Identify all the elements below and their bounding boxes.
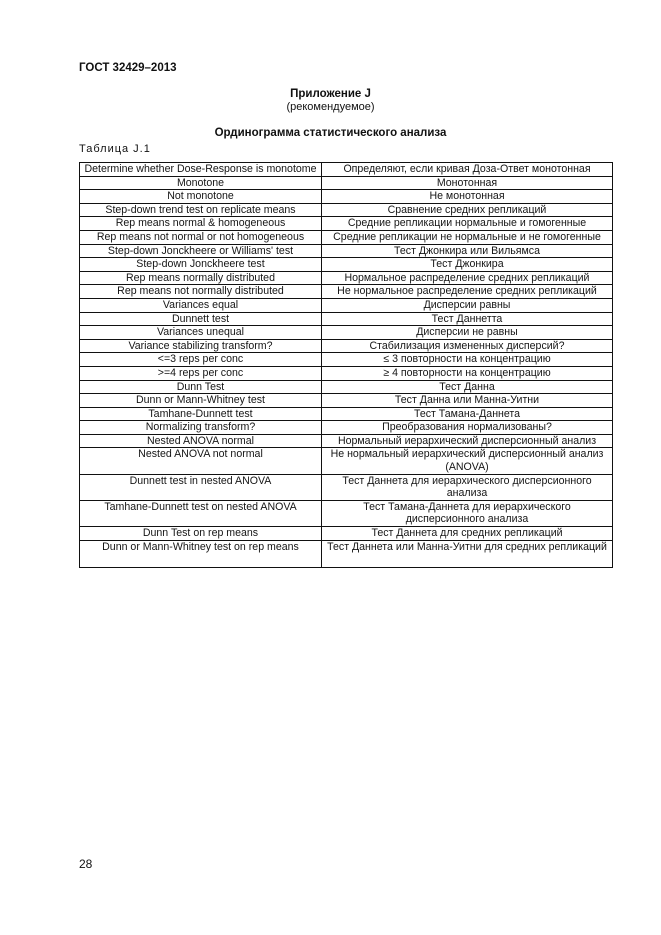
- table-row: [80, 448, 613, 474]
- english-term-cell: Variance stabilizing transform?: [80, 339, 322, 353]
- english-term-cell: Monotone: [80, 176, 322, 190]
- table-row: [80, 271, 613, 285]
- russian-term-cell: Определяют, если кривая Доза-Ответ монотонная: [322, 163, 613, 177]
- table-row: [80, 527, 613, 541]
- russian-term-cell: Тест Тамана-Даннета для иерархического дисперсионного анализа: [322, 500, 613, 526]
- russian-term-cell: Не нормальное распределение средних репликаций: [322, 285, 613, 299]
- english-term-cell: Dunn Test: [80, 380, 322, 394]
- russian-term-cell: Нормальный иерархический дисперсионный анализ: [322, 434, 613, 448]
- table-row: [80, 500, 613, 526]
- figure-title: Ординограмма статистического анализа: [214, 127, 447, 139]
- russian-term-cell: Тест Даннета для средних репликаций: [322, 527, 613, 541]
- english-term-cell: Not monotone: [80, 190, 322, 204]
- english-term-cell: Tamhane-Dunnett test: [80, 407, 322, 421]
- table-row: [80, 394, 613, 408]
- table-row: [80, 339, 613, 353]
- english-term-cell: Tamhane-Dunnett test on nested ANOVA: [80, 500, 322, 526]
- page-number: 28: [79, 857, 93, 871]
- russian-term-cell: ≤ 3 повторности на концентрацию: [322, 353, 613, 367]
- russian-term-cell: Дисперсии равны: [322, 298, 613, 312]
- appendix-subtitle: (рекомендуемое): [286, 101, 375, 113]
- english-term-cell: Rep means not normal or not homogeneous: [80, 230, 322, 244]
- table-row: [80, 380, 613, 394]
- russian-term-cell: Средние репликации не нормальные и не гомогенные: [322, 230, 613, 244]
- russian-term-cell: Тест Данна или Манна-Уитни: [322, 394, 613, 408]
- english-term-cell: Rep means not normally distributed: [80, 285, 322, 299]
- russian-term-cell: Тест Даннета для иерархического дисперсионного анализа: [322, 474, 613, 500]
- appendix-title: Приложение J: [290, 88, 371, 100]
- table-row: [80, 326, 613, 340]
- table-row: [80, 203, 613, 217]
- english-term-cell: Determine whether Dose-Response is monotome: [80, 163, 322, 177]
- english-term-cell: Dunnett test: [80, 312, 322, 326]
- table-row: [80, 217, 613, 231]
- table-row: [80, 474, 613, 500]
- russian-term-cell: Тест Джонкира или Вильямса: [322, 244, 613, 258]
- table-row: [80, 540, 613, 568]
- table-row: [80, 421, 613, 435]
- english-term-cell: Nested ANOVA not normal: [80, 448, 322, 474]
- english-term-cell: Variances unequal: [80, 326, 322, 340]
- russian-term-cell: Преобразования нормализованы?: [322, 421, 613, 435]
- russian-term-cell: Не нормальный иерархический дисперсионный анализ (ANOVA): [322, 448, 613, 474]
- table-row: [80, 298, 613, 312]
- table-row: [80, 434, 613, 448]
- russian-term-cell: Нормальное распределение средних репликаций: [322, 271, 613, 285]
- table-row: [80, 190, 613, 204]
- english-term-cell: Dunn Test on rep means: [80, 527, 322, 541]
- russian-term-cell: Тест Джонкира: [322, 258, 613, 272]
- table-row: [80, 366, 613, 380]
- table-row: [80, 244, 613, 258]
- table-row: [80, 176, 613, 190]
- english-term-cell: Dunnett test in nested ANOVA: [80, 474, 322, 500]
- russian-term-cell: Средние репликации нормальные и гомогенные: [322, 217, 613, 231]
- russian-term-cell: Тест Тамана-Даннета: [322, 407, 613, 421]
- table-row: [80, 230, 613, 244]
- english-term-cell: Rep means normally distributed: [80, 271, 322, 285]
- table-row: [80, 163, 613, 177]
- table-row: [80, 407, 613, 421]
- table-row: [80, 312, 613, 326]
- standard-code: ГОСТ 32429–2013: [79, 62, 177, 74]
- english-term-cell: Nested ANOVA normal: [80, 434, 322, 448]
- russian-term-cell: Тест Данна: [322, 380, 613, 394]
- english-term-cell: <=3 reps per conc: [80, 353, 322, 367]
- ordinogram-table-body: [80, 163, 613, 568]
- english-term-cell: Variances equal: [80, 298, 322, 312]
- russian-term-cell: Сравнение средних репликаций: [322, 203, 613, 217]
- english-term-cell: Rep means normal & homogeneous: [80, 217, 322, 231]
- russian-term-cell: Тест Даннета или Манна-Уитни для средних репликаций: [322, 540, 613, 568]
- english-term-cell: Normalizing transform?: [80, 421, 322, 435]
- russian-term-cell: Стабилизация измененных дисперсий?: [322, 339, 613, 353]
- ordinogram-table: [79, 162, 613, 568]
- english-term-cell: Step-down trend test on replicate means: [80, 203, 322, 217]
- table-row: [80, 353, 613, 367]
- russian-term-cell: ≥ 4 повторности на концентрацию: [322, 366, 613, 380]
- table-row: [80, 285, 613, 299]
- table-caption: Таблица J.1: [79, 143, 151, 155]
- russian-term-cell: Тест Даннетта: [322, 312, 613, 326]
- table-row: [80, 258, 613, 272]
- english-term-cell: Dunn or Mann-Whitney test on rep means: [80, 540, 322, 568]
- russian-term-cell: Монотонная: [322, 176, 613, 190]
- english-term-cell: Dunn or Mann-Whitney test: [80, 394, 322, 408]
- russian-term-cell: Не монотонная: [322, 190, 613, 204]
- english-term-cell: >=4 reps per conc: [80, 366, 322, 380]
- english-term-cell: Step-down Jonckheere test: [80, 258, 322, 272]
- russian-term-cell: Дисперсии не равны: [322, 326, 613, 340]
- english-term-cell: Step-down Jonckheere or Williams' test: [80, 244, 322, 258]
